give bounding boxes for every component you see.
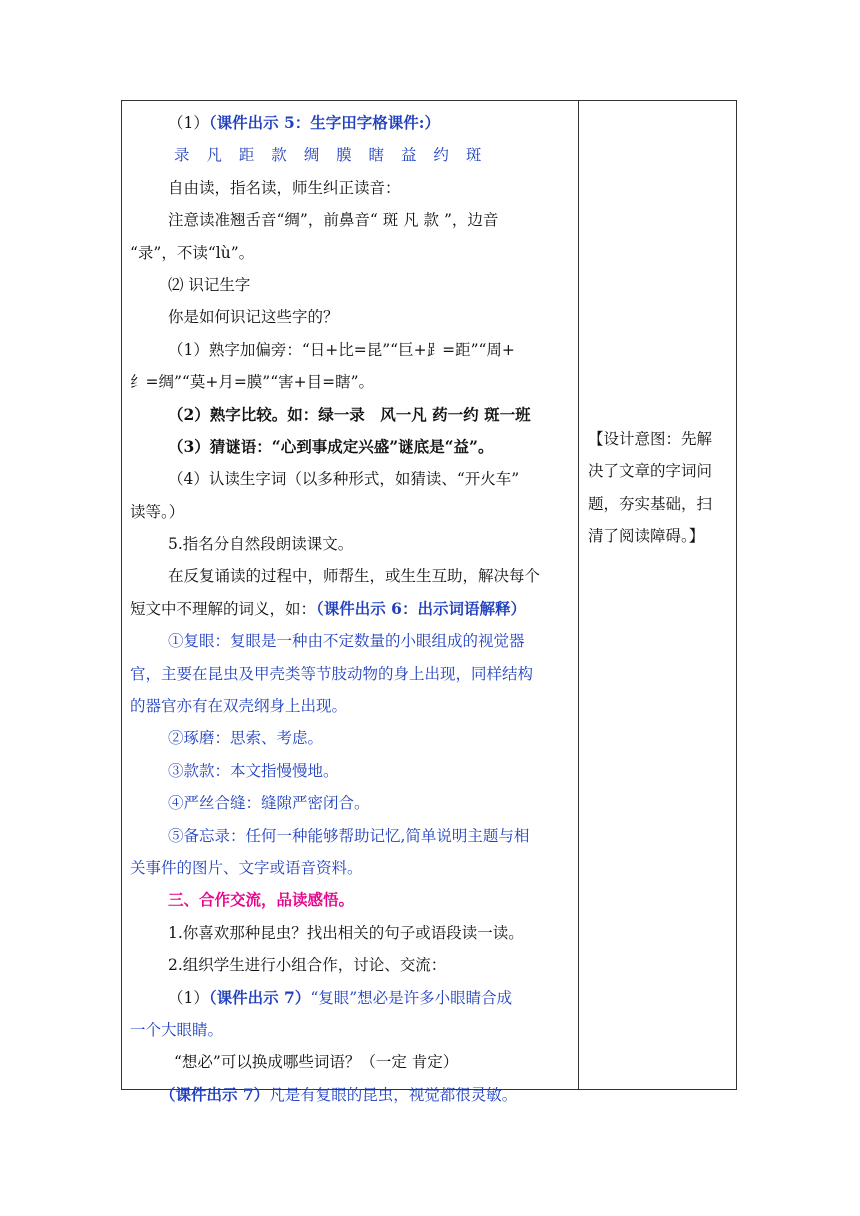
new-characters: 录 凡 距 款 绸 膜 瞎 益 约 斑 (174, 146, 488, 165)
courseware-note: （课件出示 7） (208, 987, 311, 1007)
design-intent-line: 【设计意图：先解 (588, 430, 713, 448)
line (130, 982, 574, 1014)
teaching-process-column (130, 107, 574, 1111)
line: 2.组织学生进行小组合作，讨论、交流： (168, 956, 447, 975)
line: ④严丝合缝：缝隙严密闭合。 (168, 794, 370, 813)
line: （4）认读生字词（以多种形式，如猜读、“开火车” (168, 470, 520, 489)
line (130, 1079, 574, 1111)
line: （2）熟字比较。如：绿一录 风一凡 药一约 斑一班 (168, 404, 531, 424)
design-intent-line: 决了文章的字词问 (588, 462, 713, 481)
line: 一个大眼睛。 (130, 1020, 224, 1039)
line: “想必”可以换成哪些词语？（一定 肯定） (174, 1053, 459, 1072)
line: 纟=绸”“莫+月=膜”“害+目=瞎”。 (130, 373, 375, 392)
line: 读等。） (130, 502, 185, 521)
text: 凡是有复眼的昆虫，视觉都很灵敏。 (269, 1085, 518, 1104)
text: （1） (168, 988, 209, 1007)
line: 注意读准翘舌音“绸”，前鼻音“ 斑 凡 款 ”，边音 (168, 211, 499, 230)
line: 自由读，指名读，师生纠正读音： (168, 178, 401, 197)
line: 在反复诵读的过程中，师帮生，或生生互助，解决每个 (168, 567, 541, 586)
line: （3）猜谜语：“心到事成定兴盛”谜底是“益”。 (168, 436, 494, 456)
courseware-note: （课件出示 5：生字田字格课件:） (208, 113, 441, 132)
line: ⑤备忘录：任何一种能够帮助记忆,简单说明主题与相 (168, 826, 530, 845)
line: ①复眼：复眼是一种由不定数量的小眼组成的视觉器 (168, 632, 525, 651)
text: （1） (168, 114, 209, 132)
line: ②琢磨：思索、考虑。 (168, 729, 324, 748)
line: “录”，不读“lù”。 (130, 243, 255, 262)
line: 5.指名分自然段朗读课文。 (168, 535, 354, 554)
column-divider (578, 101, 579, 1089)
line: ③款款：本文指慢慢地。 (168, 761, 339, 780)
section-heading: 三、合作交流，品读感悟。 (168, 890, 355, 910)
line: 1.你喜欢那种昆虫？找出相关的句子或语段读一读。 (168, 923, 524, 942)
design-intent-column (588, 423, 730, 553)
line (130, 107, 574, 139)
design-intent-line: 清了阅读障碍。】 (588, 527, 705, 546)
text: “复眼”想必是许多小眼睛合成 (310, 988, 513, 1007)
line: ⑵ 识记生字 (168, 275, 251, 294)
courseware-note: （课件出示 7） (160, 1084, 270, 1104)
line: 官，主要在昆虫及甲壳类等节肢动物的身上出现，同样结构 (130, 664, 534, 683)
courseware-note: （课件出示 6：出示词语解释） (316, 598, 526, 618)
lesson-plan-table (121, 100, 737, 1104)
design-intent-line: 题，夯实基础，扫 (588, 494, 713, 513)
line (130, 593, 574, 625)
text: 短文中不理解的词义，如： (130, 599, 317, 618)
line: 你是如何识记这些字的？ (168, 308, 339, 327)
line: （1）熟字加偏旁：“日+比=昆”“巨+⻊=距”“周+ (168, 340, 515, 359)
line: 的器官亦有在双壳纲身上出现。 (130, 697, 348, 716)
line: 关事件的图片、文字或语音资料。 (130, 858, 363, 877)
